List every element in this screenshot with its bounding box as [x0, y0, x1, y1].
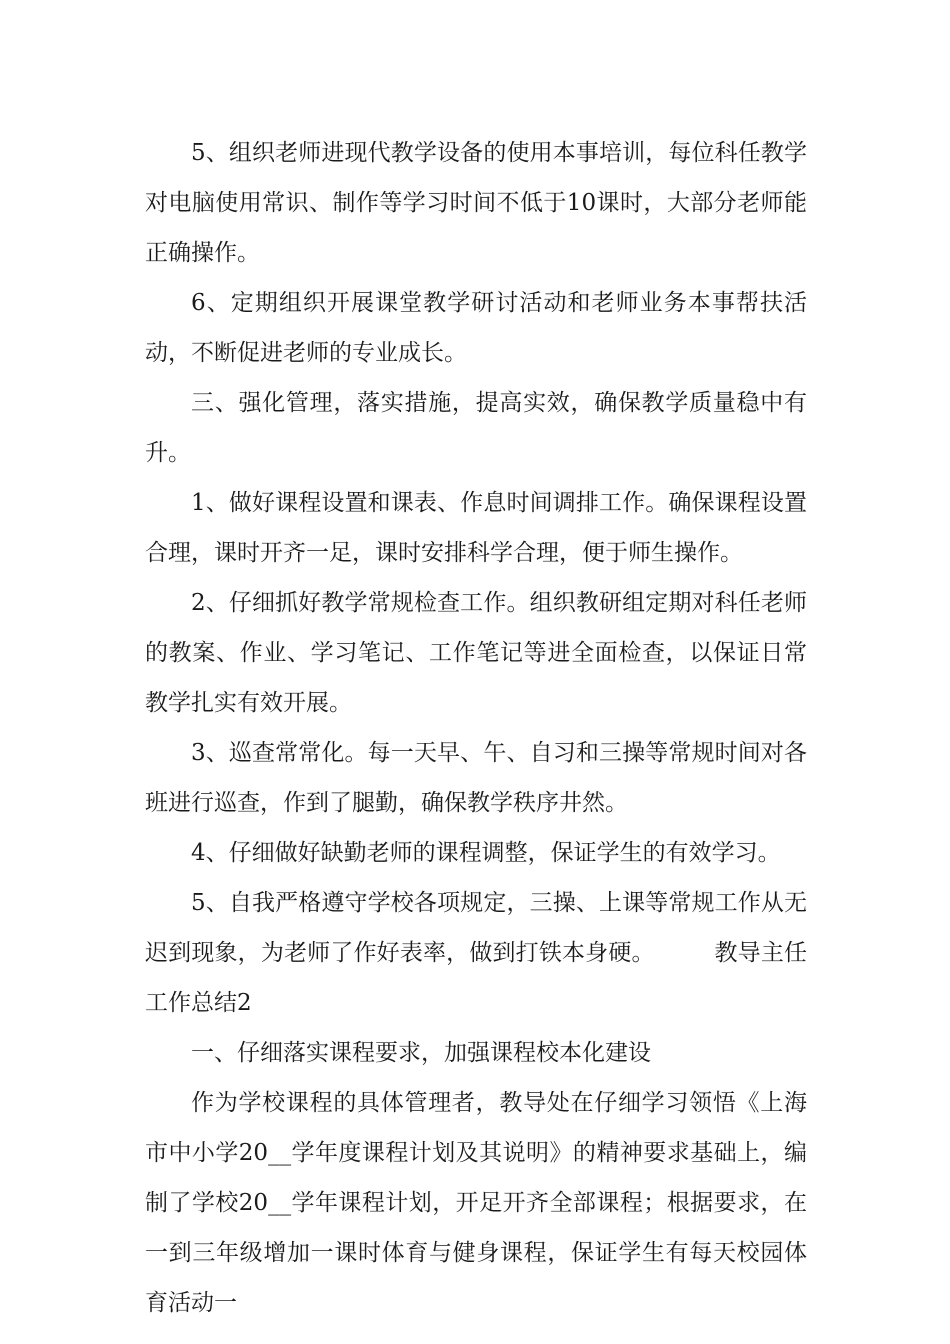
paragraph-item-5-discipline — [145, 878, 807, 1028]
paragraph-item-2-inspection: 2、仔细抓好教学常规检查工作。组织教研组定期对科任老师的教案、作业、学习笔记、工作笔记等进全面检查，以保证日常教学扎实有效开展。 — [145, 590, 807, 716]
paragraph-item-5-discipline-text: 5、自我严格遵守学校各项规定，三操、上课等常规工作从无迟到现象，为老师了作好表率，做到打铁本身硬。 — [145, 890, 807, 966]
paragraph-item-4-absence: 4、仔细做好缺勤老师的课程调整，保证学生的有效学习。 — [191, 840, 781, 866]
spacer — [655, 940, 715, 966]
paragraph-section-three: 三、强化管理，落实措施，提高实效，确保教学质量稳中有升。 — [145, 390, 807, 466]
document-body — [145, 128, 807, 1328]
paragraph-section-one: 一、仔细落实课程要求，加强课程校本化建设 — [191, 1040, 651, 1066]
paragraph-item-5-training: 5、组织老师进现代教学设备的使用本事培训，每位科任教学对电脑使用常识、制作等学习时间不低于10课时，大部分老师能正确操作。 — [145, 140, 807, 266]
paragraph-item-3-patrol: 3、巡查常常化。每一天早、午、自习和三操等常规时间对各班进行巡查，作到了腿勤，确保教学秩序井然。 — [145, 740, 807, 816]
paragraph-curriculum-management: 作为学校课程的具体管理者，教导处在仔细学习领悟《上海市中小学20__学年度课程计划及其说明》的精神要求基础上，编制了学校20__学年课程计划，开足开齐全部课程；根据要求，在一到三年级增加一课时体育与健身课程，保证学生有每天校园体育活动一 — [145, 1090, 807, 1316]
section-title: 教导主任工作总结2 — [145, 940, 808, 1016]
paragraph-item-6-research: 6、定期组织开展课堂教学研讨活动和老师业务本事帮扶活动，不断促进老师的专业成长。 — [145, 290, 807, 366]
paragraph-item-1-schedule: 1、做好课程设置和课表、作息时间调排工作。确保课程设置合理，课时开齐一足，课时安排科学合理，便于师生操作。 — [145, 490, 807, 566]
